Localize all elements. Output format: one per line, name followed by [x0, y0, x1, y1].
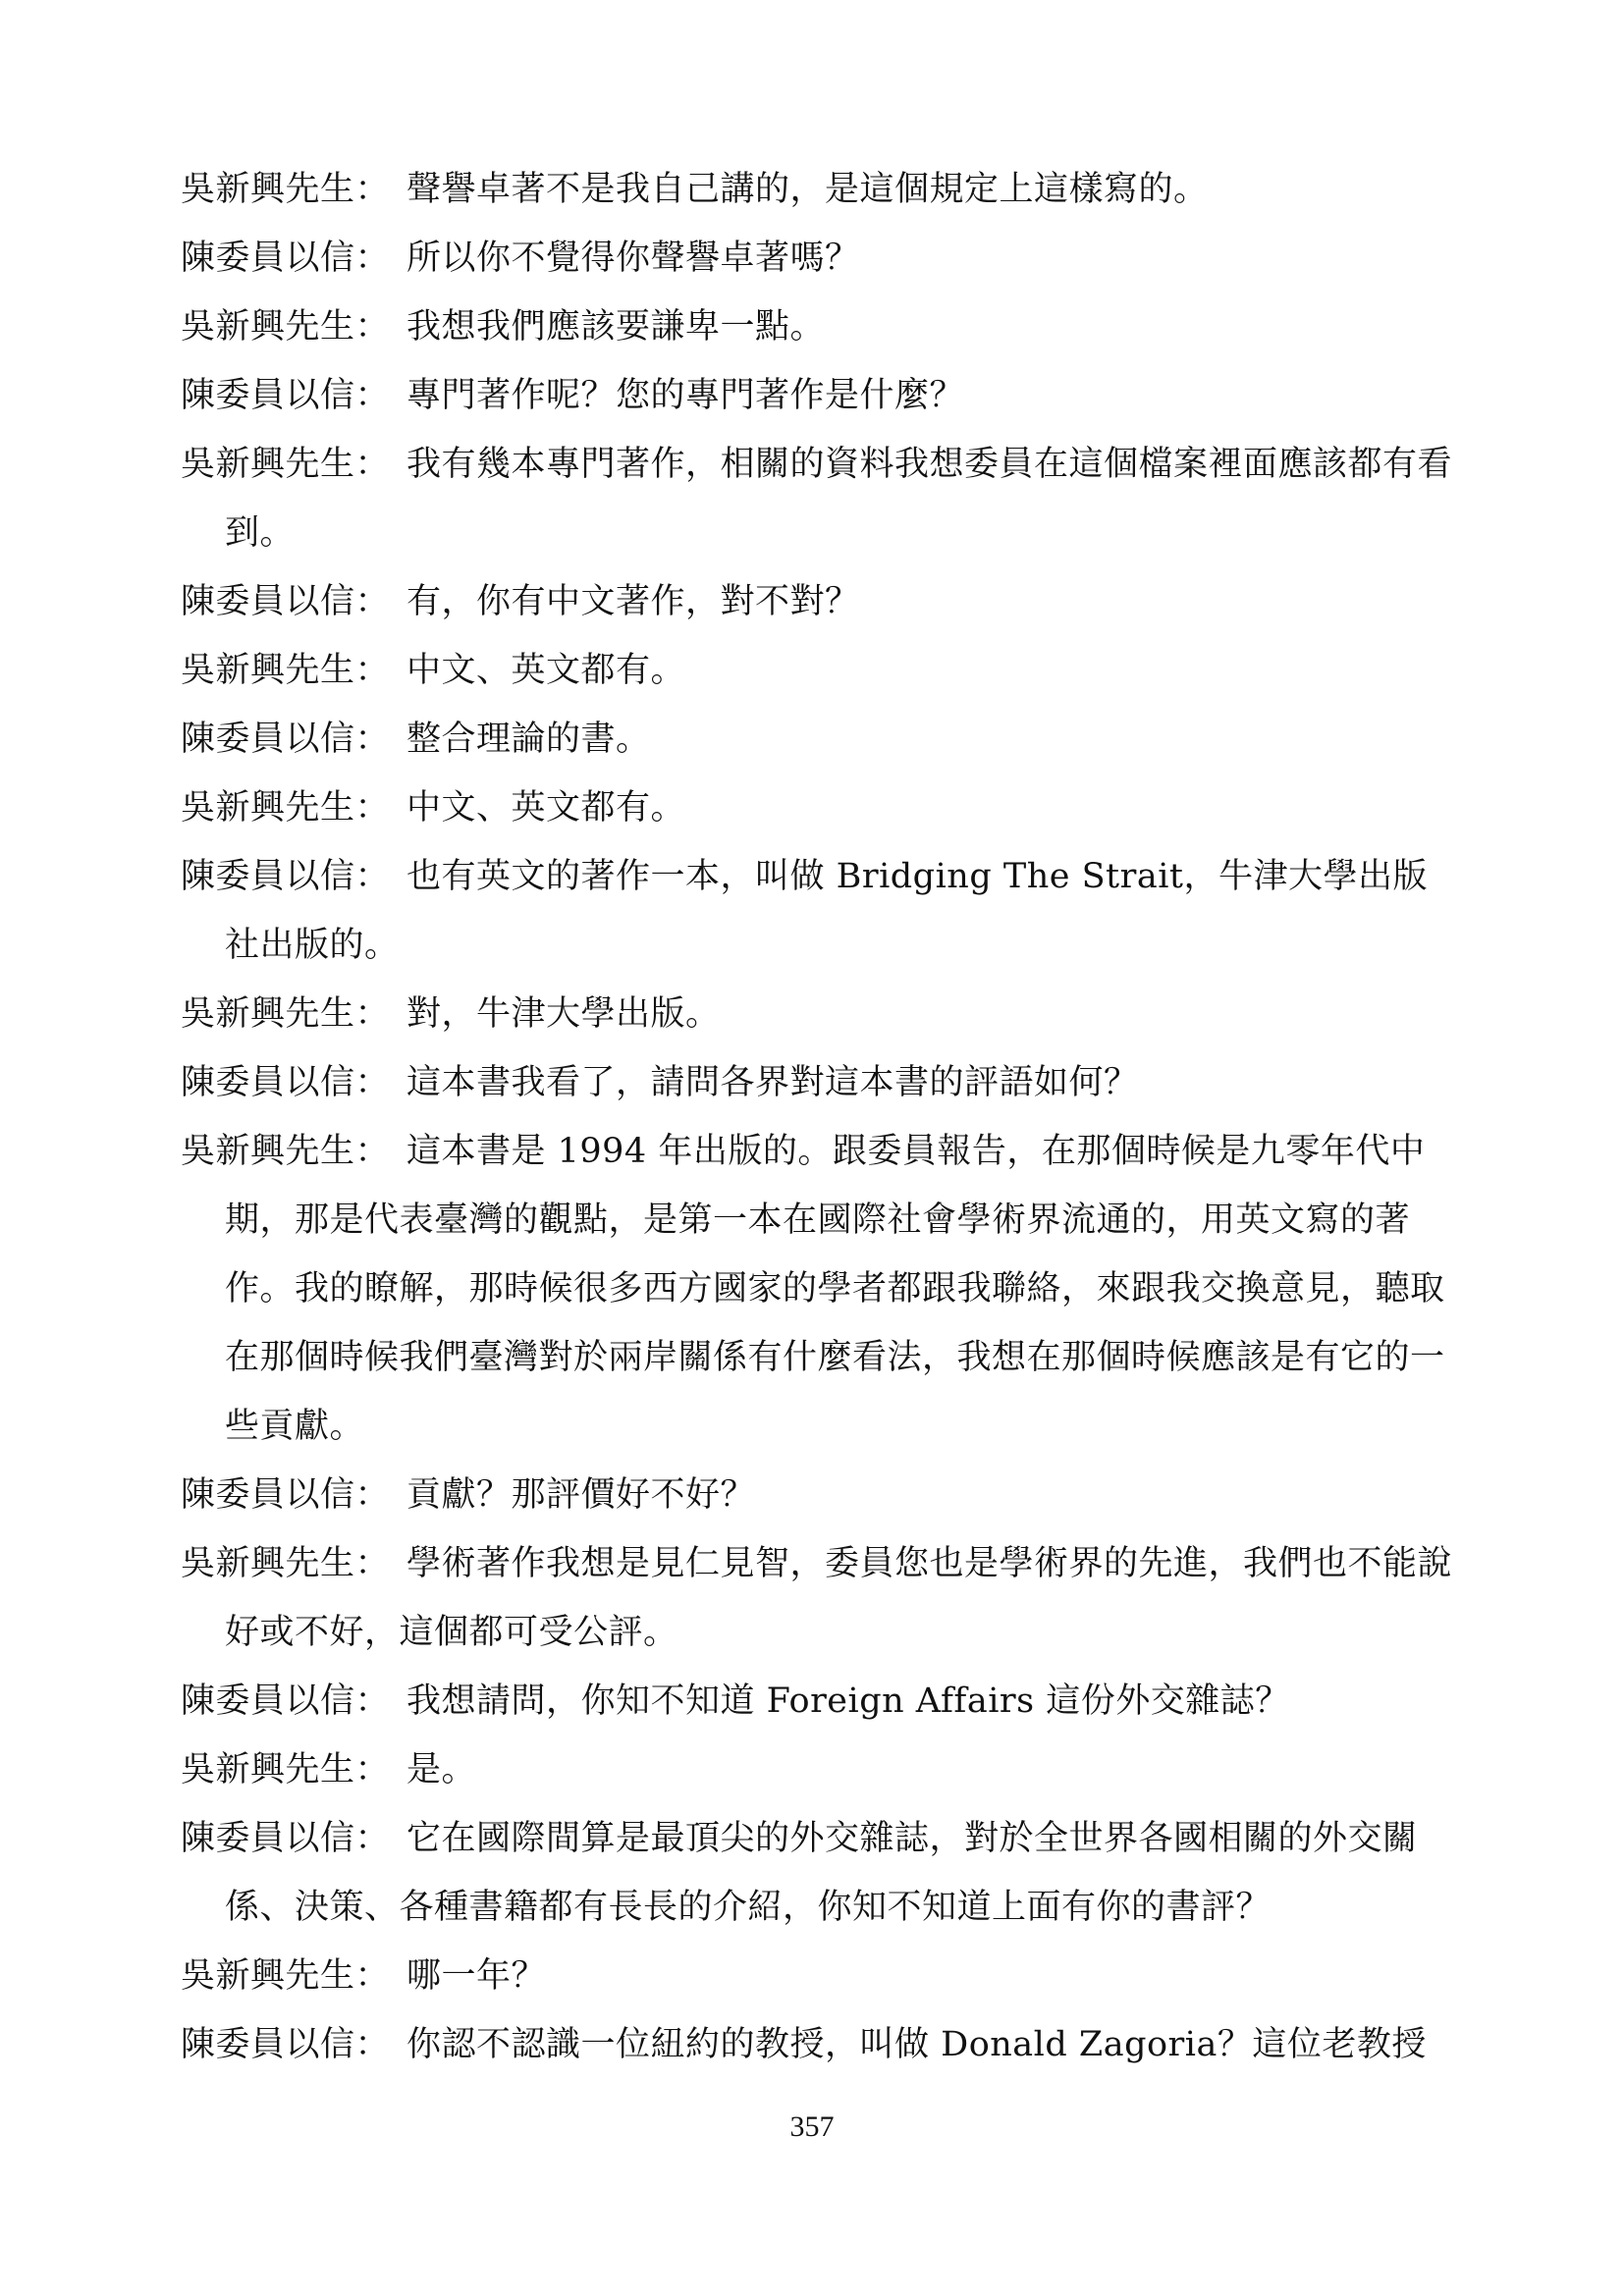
entry-text: 整合理論的書。: [406, 720, 651, 759]
transcript-entry: [181, 705, 1459, 774]
entry-text: 它在國際間算是最頂尖的外交雜誌，對於全世界各國相關的外交關係、決策、各種書籍都有長長的介紹，你知不知道上面有你的書評？: [225, 1819, 1418, 1927]
entry-text: 哪一年？: [406, 1956, 547, 1996]
transcript-entry: [181, 1117, 1459, 1461]
entry-text: 我想我們應該要謙卑一點。: [406, 307, 826, 347]
transcript-entry: [181, 567, 1459, 636]
transcript-entry: [181, 224, 1459, 293]
entry-text: 也有英文的著作一本，叫做 Bridging The Strait，牛津大學出版社出版的。: [225, 857, 1428, 965]
speaker-label: 陳委員以信：: [181, 239, 391, 278]
transcript-entry: [181, 1048, 1459, 1117]
speaker-label: 陳委員以信：: [181, 1475, 391, 1515]
transcript-entry: [181, 1461, 1459, 1529]
entry-text: 你認不認識一位紐約的教授，叫做 Donald Zagoria？這位老教授: [406, 2025, 1427, 2064]
transcript-entry: [181, 361, 1459, 430]
transcript-entry: [181, 774, 1459, 842]
transcript-body: [181, 155, 1459, 2079]
speaker-label: 陳委員以信：: [181, 1819, 391, 1858]
transcript-entry: [181, 1735, 1459, 1804]
speaker-label: 吳新興先生：: [181, 170, 391, 209]
transcript-entry: [181, 1942, 1459, 2010]
speaker-label: 吳新興先生：: [181, 994, 391, 1034]
entry-text: 中文、英文都有。: [406, 788, 686, 828]
speaker-label: 吳新興先生：: [181, 1132, 391, 1171]
transcript-entry: [181, 1667, 1459, 1735]
speaker-label: 吳新興先生：: [181, 651, 391, 690]
entry-text: 有，你有中文著作，對不對？: [406, 582, 860, 621]
entry-text: 我想請問，你知不知道 Foreign Affairs 這份外交雜誌？: [406, 1682, 1290, 1721]
entry-text: 聲譽卓著不是我自己講的，是這個規定上這樣寫的。: [406, 170, 1209, 209]
entry-text: 貢獻？那評價好不好？: [406, 1475, 756, 1515]
entry-text: 這本書是 1994 年出版的。跟委員報告，在那個時候是九零年代中期，那是代表臺灣的觀點，是第一本在國際社會學術界流通的，用英文寫的著作。我的瞭解，那時候很多西方國家的學者都跟我聯絡，來跟我交換意見，聽取在那個時候我們臺灣對於兩岸關係有什麼看法，我想在那個時候應該是有它的一些貢獻。: [225, 1132, 1445, 1446]
speaker-label: 吳新興先生：: [181, 1544, 391, 1583]
speaker-label: 陳委員以信：: [181, 857, 391, 896]
entry-text: 學術著作我想是見仁見智，委員您也是學術界的先進，我們也不能說好或不好，這個都可受公評。: [225, 1544, 1453, 1652]
speaker-label: 陳委員以信：: [181, 720, 391, 759]
entry-text: 所以你不覺得你聲譽卓著嗎？: [406, 239, 860, 278]
speaker-label: 吳新興先生：: [181, 788, 391, 828]
speaker-label: 陳委員以信：: [181, 1063, 391, 1102]
entry-text: 專門著作呢？您的專門著作是什麼？: [406, 376, 965, 415]
transcript-entry: [181, 1529, 1459, 1667]
entry-text: 是。: [406, 1750, 477, 1789]
speaker-label: 吳新興先生：: [181, 307, 391, 347]
transcript-entry: [181, 636, 1459, 705]
transcript-entry: [181, 842, 1459, 980]
speaker-label: 陳委員以信：: [181, 2025, 391, 2064]
transcript-entry: [181, 2010, 1459, 2079]
entry-text: 我有幾本專門著作，相關的資料我想委員在這個檔案裡面應該都有看到。: [225, 445, 1453, 553]
entry-text: 對，牛津大學出版。: [406, 994, 721, 1034]
transcript-entry: [181, 1804, 1459, 1942]
speaker-label: 陳委員以信：: [181, 376, 391, 415]
page-number: 357: [789, 2110, 835, 2143]
entry-text: 中文、英文都有。: [406, 651, 686, 690]
speaker-label: 吳新興先生：: [181, 1750, 391, 1789]
transcript-entry: [181, 980, 1459, 1048]
transcript-entry: [181, 430, 1459, 567]
transcript-entry: [181, 155, 1459, 224]
entry-text: 這本書我看了，請問各界對這本書的評語如何？: [406, 1063, 1139, 1102]
speaker-label: 陳委員以信：: [181, 1682, 391, 1721]
transcript-entry: [181, 293, 1459, 361]
speaker-label: 吳新興先生：: [181, 445, 391, 484]
speaker-label: 陳委員以信：: [181, 582, 391, 621]
speaker-label: 吳新興先生：: [181, 1956, 391, 1996]
